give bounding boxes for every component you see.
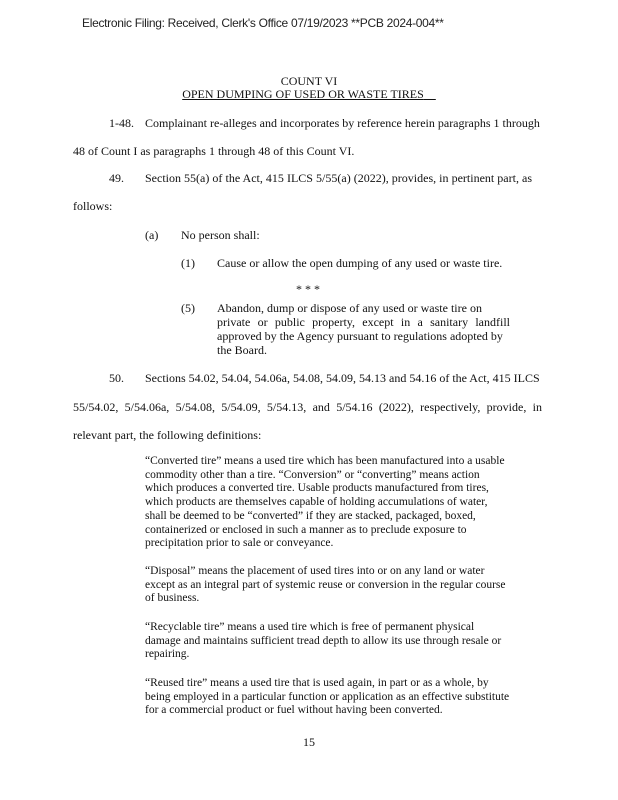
- count-title-underline-tail: [424, 87, 436, 101]
- item-1-label: (1): [181, 256, 195, 270]
- filing-stamp: Electronic Filing: Received, Clerk's Office 07/19/2023 **PCB 2024-004**: [82, 16, 444, 30]
- count-title: [0, 87, 618, 102]
- definition-disposal: [145, 565, 510, 606]
- item-5-line3: approved by the Agency pursuant to regulations adopted by: [217, 329, 503, 343]
- omission-asterisks: * * *: [296, 282, 320, 296]
- item-5-line2: private or public property, except in a sanitary landfill: [217, 315, 510, 329]
- para-1-48-line1: Complainant re-alleges and incorporates by reference herein paragraphs 1 through: [145, 116, 540, 130]
- definition-recyclable-tire: [145, 621, 510, 662]
- definition-disposal-text: “Disposal” means the placement of used tires into or on any land or water except as an integral part of systemic reuse or conversion in the regular course of business.: [145, 565, 506, 605]
- count-title-text: OPEN DUMPING OF USED OR WASTE TIRES: [182, 87, 424, 101]
- definition-reused-tire: [145, 677, 510, 718]
- count-number: COUNT VI: [280, 74, 338, 88]
- subsection-a-label: (a): [145, 228, 159, 242]
- para-1-48-line2: 48 of Count I as paragraphs 1 through 48 of this Count VI.: [73, 144, 355, 158]
- para-49-number: 49.: [109, 171, 124, 185]
- item-5-line1: Abandon, dump or dispose of any used or waste tire on: [217, 301, 482, 315]
- page-number: 15: [303, 735, 315, 749]
- para-49-line2: follows:: [73, 199, 113, 213]
- item-1-text: Cause or allow the open dumping of any used or waste tire.: [217, 256, 503, 270]
- para-50-number: 50.: [109, 371, 124, 385]
- para-50-line2: 55/54.02, 5/54.06a, 5/54.08, 5/54.09, 5/54.13, and 5/54.16 (2022), respectively, provide, in: [73, 400, 542, 414]
- subsection-a-text: No person shall:: [181, 228, 260, 242]
- definition-recyclable-tire-text: “Recyclable tire” means a used tire which is free of permanent physical damage and maintains sufficient tread depth to allow its use through resale or repairing.: [145, 621, 502, 661]
- para-50-line3: relevant part, the following definitions:: [73, 428, 262, 442]
- definition-reused-tire-text: “Reused tire” means a used tire that is used again, in part or as a whole, by being employed in a particular function or application as an effective substitute for a commercial product or fuel without having been converted.: [145, 677, 510, 717]
- definition-converted-tire-text: “Converted tire” means a used tire which has been manufactured into a usable commodity other than a tire. “Conversion” or “converting” means action which produces a converted tire. Usable products manufactured from tires, which products are themselves capable of holding accumulations of water, shall be deemed to be “converted” if they are stacked, packaged, boxed, containerized or enclosed in such a manner as to preclude exposure to precipitation prior to sale or conveyance.: [145, 455, 505, 550]
- para-50-line1: Sections 54.02, 54.04, 54.06a, 54.08, 54.09, 54.13 and 54.16 of the Act, 415 ILCS: [145, 371, 540, 385]
- para-49-line1: Section 55(a) of the Act, 415 ILCS 5/55(a) (2022), provides, in pertinent part, as: [145, 171, 532, 185]
- para-1-48-number: 1-48.: [109, 116, 134, 130]
- item-5-label: (5): [181, 301, 195, 315]
- item-5-line4: the Board.: [217, 343, 267, 357]
- definition-converted-tire: [145, 455, 510, 551]
